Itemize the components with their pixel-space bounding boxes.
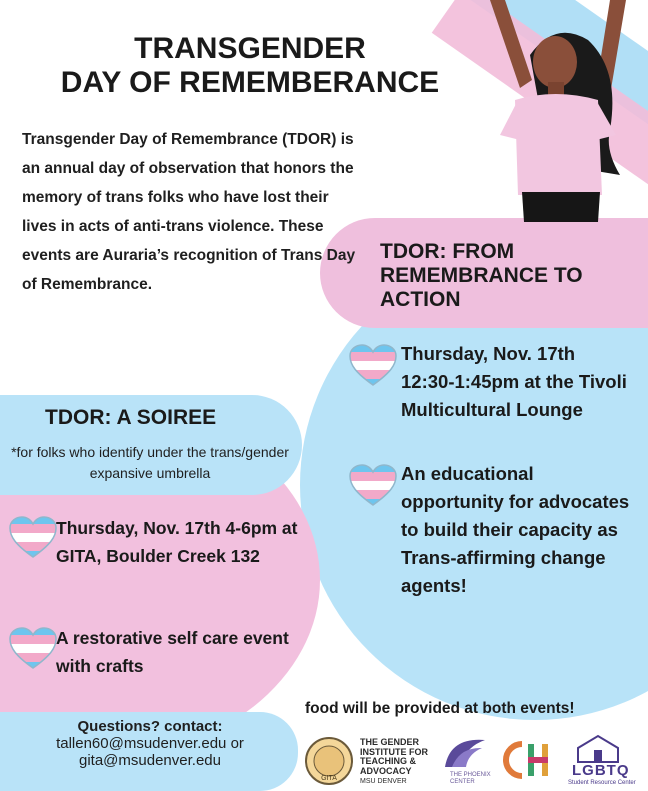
- contact-title: Questions? contact:: [77, 718, 223, 735]
- lgbtq-sub-text: Student Resource Center: [568, 780, 636, 786]
- contact-email-2[interactable]: gita@msudenver.edu: [79, 752, 221, 769]
- trans-heart-icon: [8, 626, 58, 670]
- intro-paragraph: Transgender Day of Remembrance (TDOR) is an annual day of observation that honors the memory of trans folks who have lost their lives in acts of anti-trans violence. These events are Auraria’s recognition of Trans Day of Remembrance.: [22, 131, 356, 293]
- phoenix-center-logo: [440, 732, 490, 772]
- lgbtq-building-icon: [568, 732, 628, 764]
- gender-institute-sub: MSU DENVER: [360, 778, 407, 785]
- event-soiree-heading: TDOR: A SOIREE: [45, 406, 217, 429]
- event-action-description: An educational opportunity for advocates to build their capacity as Trans-affirming change agents!: [401, 463, 630, 596]
- trans-heart-icon: [348, 343, 398, 387]
- food-notice: food will be provided at both events!: [305, 700, 575, 717]
- ch-logo: [500, 738, 554, 782]
- event-soiree-description: A restorative self care event with crafts: [56, 628, 289, 676]
- event-action-heading: TDOR: FROM REMEMBRANCE TO ACTION: [380, 240, 583, 311]
- contact-email-1[interactable]: tallen60@msudenver.edu or: [56, 735, 244, 752]
- event-soiree-note: *for folks who identify under the trans/gender expansive umbrella: [11, 444, 289, 481]
- gita-seal-text: GITA: [321, 775, 337, 782]
- lgbtq-logo-text: LGBTQ: [572, 762, 630, 779]
- gender-institute-logo-text: THE GENDER INSTITUTE FOR TEACHING & ADVOCACY: [360, 737, 428, 776]
- event-soiree-time-location: Thursday, Nov. 17th 4-6pm at GITA, Boulder Creek 132: [56, 518, 298, 566]
- sponsor-logos: [300, 728, 648, 791]
- page-title: [0, 32, 500, 100]
- event-action-time-location: Thursday, Nov. 17th 12:30-1:45pm at the Tivoli Multicultural Lounge: [401, 343, 627, 420]
- title-line1: TRANSGENDER: [134, 32, 366, 65]
- trans-heart-icon: [348, 463, 398, 507]
- title-line2: DAY OF REMEMBERANCE: [60, 66, 440, 99]
- phoenix-center-text: THE PHOENIX CENTER: [450, 772, 491, 785]
- contact-info: [0, 718, 300, 769]
- gita-seal-logo: [304, 736, 354, 786]
- trans-heart-icon: [8, 515, 58, 559]
